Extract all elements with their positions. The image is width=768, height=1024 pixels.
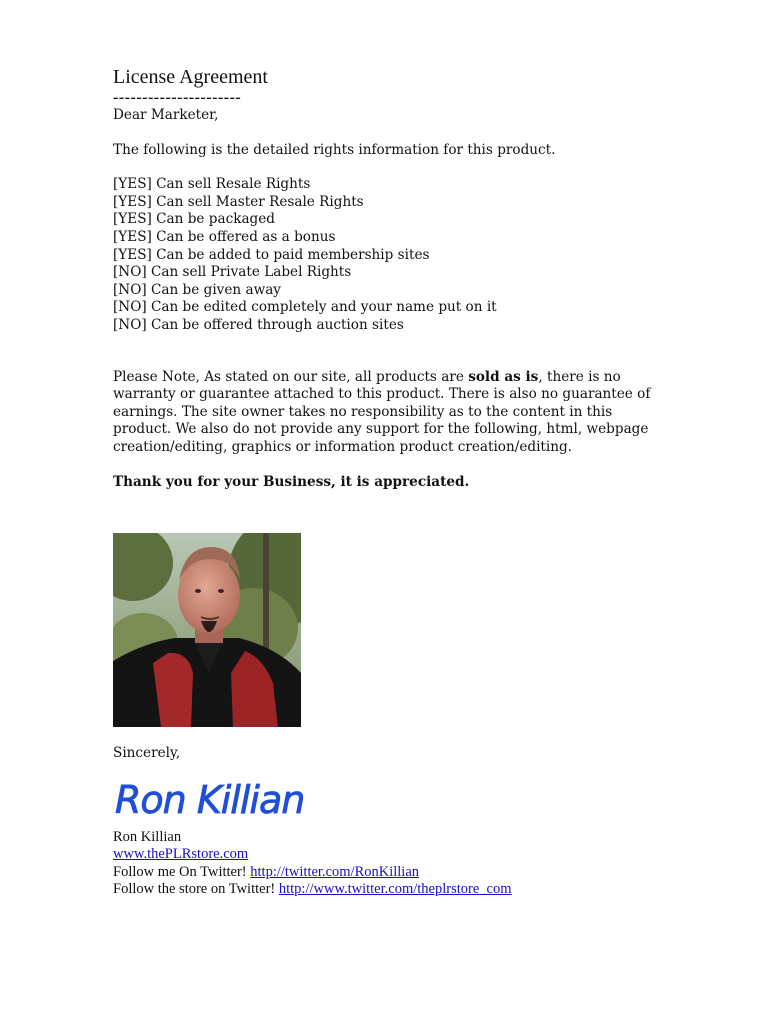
rights-item: [YES] Can sell Resale Rights xyxy=(113,176,311,193)
spacer xyxy=(113,335,673,369)
rights-item: [NO] Can be edited completely and your name put on it xyxy=(113,299,497,316)
signature-image xyxy=(113,777,673,821)
title-underline: ---------------------- xyxy=(113,89,242,106)
rights-item: [YES] Can be offered as a bonus xyxy=(113,228,336,245)
document-page xyxy=(113,64,673,899)
rights-item: [YES] Can sell Master Resale Rights xyxy=(113,193,364,210)
twitter-prefix: Follow me On Twitter! xyxy=(113,863,251,880)
author-photo-image xyxy=(113,533,301,727)
note-text: Please Note, As stated on our site, all products are xyxy=(113,368,469,385)
rights-item: [NO] Can sell Private Label Rights xyxy=(113,264,352,281)
store-twitter-prefix: Follow the store on Twitter! xyxy=(113,881,279,898)
twitter-line xyxy=(113,864,673,882)
rights-item: [YES] Can be packaged xyxy=(113,211,275,228)
contact-name: Ron Killian xyxy=(113,828,182,845)
spacer xyxy=(113,125,673,142)
rights-list xyxy=(113,176,673,334)
rights-item: [NO] Can be offered through auction sites xyxy=(113,316,404,333)
store-twitter-link[interactable]: http://www.twitter.com/theplrstore_com xyxy=(278,881,512,898)
document-title: License Agreement xyxy=(113,66,268,88)
signature-art xyxy=(113,777,353,821)
rights-item: [YES] Can be added to paid membership sites xyxy=(113,246,430,263)
spacer xyxy=(113,159,673,176)
website-link[interactable]: www.thePLRstore.com xyxy=(113,846,249,863)
note-paragraph xyxy=(113,369,673,457)
author-photo xyxy=(113,533,301,727)
contact-block xyxy=(113,829,673,899)
thank-you-text: Thank you for your Business, it is appreciated. xyxy=(113,473,470,490)
store-twitter-line xyxy=(113,881,673,899)
twitter-link[interactable]: http://twitter.com/RonKillian xyxy=(250,863,420,880)
closing-text: Sincerely, xyxy=(113,745,181,762)
intro-text: The following is the detailed rights information for this product. xyxy=(113,141,556,158)
rights-item: [NO] Can be given away xyxy=(113,281,281,298)
signature-text: Ron Killian xyxy=(115,777,305,821)
greeting: Dear Marketer, xyxy=(113,107,219,123)
note-emphasis: sold as is xyxy=(468,368,539,385)
note-text-rest: , there is no warranty or guarantee attached to this product. There is also no guarantee of earnings. The site owner takes no responsibility as to the content in this product. We also do not provide any support for the following, html, webpage creation/editing, graphics or information product creation/editing. xyxy=(113,368,651,455)
website-line xyxy=(113,846,673,864)
